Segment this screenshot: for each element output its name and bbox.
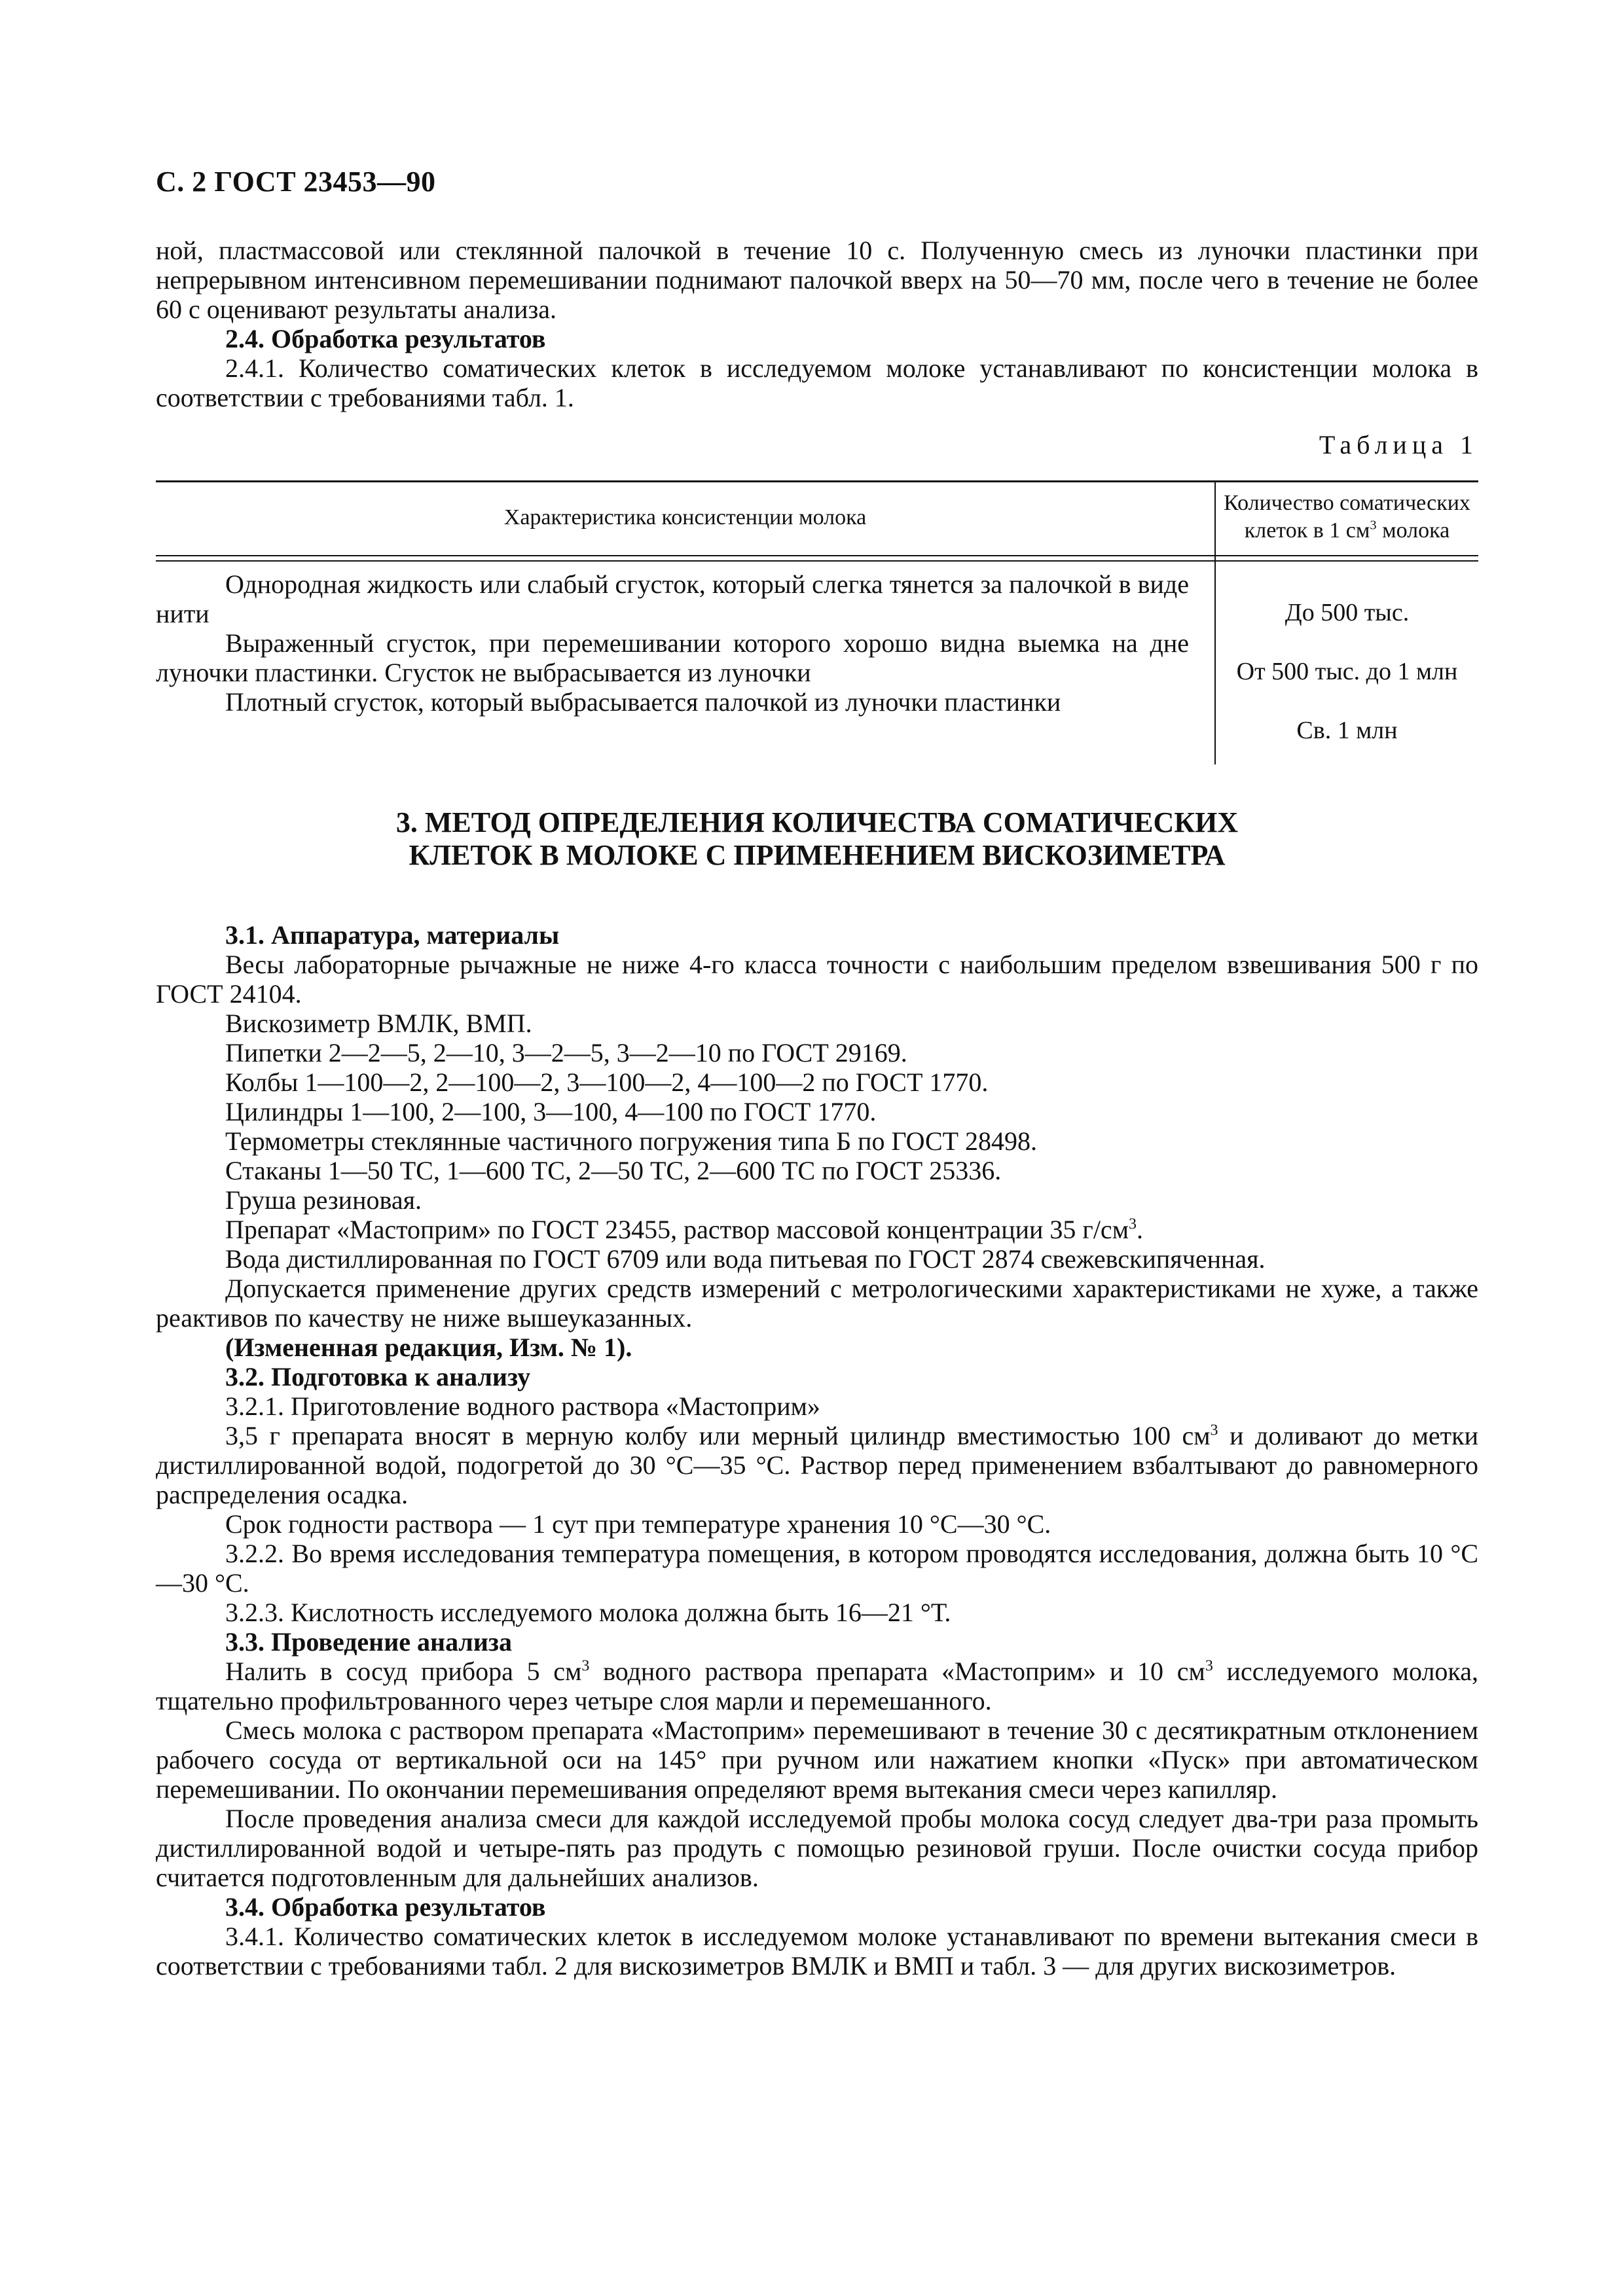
revision-note: (Измененная редакция, Изм. № 1). (225, 1333, 632, 1362)
mastoprim-item: Препарат «Мастоприм» по ГОСТ 23455, раствор массовой концентрации 35 $г/см^3$. (225, 1215, 1143, 1244)
shelf-life-paragraph: Срок годности раствора — 1 сут при температуре хранения 10 °С—30 °С. (225, 1509, 1051, 1539)
table-row-3-desc: Плотный сгусток, который выбрасывается палочкой из луночки пластинки (225, 687, 1061, 717)
table-header-count (1216, 490, 1478, 545)
mixing-paragraph: Смесь молока с раствором препарата «Мастоприм» перемешивают в течение 30 с десятикратным отклонением рабочего сосуда от вертикальной оси на 145° при ручном или нажатием кнопки «Пуск» при автоматическом перемешивании. По окончании перемешивания определяют время вытекания смеси через капилляр. (156, 1715, 1478, 1804)
table-header-count-line2: клеток в 1 $см^3$ молока (1244, 518, 1450, 543)
paragraph-3-2-2: 3.2.2. Во время исследования температура помещения, в котором проводятся исследования, должна быть 10 °С—30 °С. (156, 1539, 1478, 1598)
table-header-rule-2 (156, 560, 1478, 562)
table-top-rule (156, 480, 1478, 482)
table-row-1-desc: Однородная жидкость или слабый сгусток, который слегка тянется за палочкой в виде нити (156, 569, 1189, 628)
paragraph-3-2-3: 3.2.3. Кислотность исследуемого молока должна быть 16—21 °Т. (225, 1598, 951, 1627)
equipment-item: Колбы 1—100—2, 2—100—2, 3—100—2, 4—100—2 по ГОСТ 1770. (225, 1067, 989, 1097)
pour-paragraph: Налить в сосуд прибора 5 $см^3$ водного раствора препарата «Мастоприм» и 10 $см^3$ исследуемого молока, тщательно профильтрованного через четыре слоя марли и перемешанного. (156, 1657, 1479, 1715)
table-1 (156, 480, 1478, 764)
heading-3-1: 3.1. Аппаратура, материалы (225, 920, 560, 950)
table-row-2-value: От 500 тыс. до 1 млн (1236, 658, 1458, 685)
equipment-item: Пипетки 2—2—5, 2—10, 3—2—5, 3—2—10 по ГОСТ 29169. (225, 1038, 907, 1067)
allowed-paragraph: Допускается применение других средств измерений с метрологическими характеристиками не хуже, а также реактивов по качеству не ниже вышеуказанных. (156, 1274, 1478, 1333)
equipment-item: Термометры стеклянные частичного погружения типа Б по ГОСТ 28498. (225, 1126, 1038, 1156)
section-3-title-line2: КЛЕТОК В МОЛОКЕ С ПРИМЕНЕНИЕМ ВИСКОЗИМЕТРА (409, 839, 1226, 871)
heading-2-4: 2.4. Обработка результатов (225, 324, 546, 353)
water-item: Вода дистиллированная по ГОСТ 6709 или вода питьевая по ГОСТ 2874 свежевскипяченная. (225, 1244, 1266, 1274)
table-row-1-value: До 500 тыс. (1285, 599, 1410, 626)
table-descriptions (156, 569, 1189, 717)
section-3-body (156, 920, 1478, 1981)
heading-3-2: 3.2. Подготовка к анализу (225, 1362, 531, 1391)
table-header-count-line1: Количество соматических (1224, 491, 1470, 515)
paragraph-2-4-1: 2.4.1. Количество соматических клеток в исследуемом молоке устанавливают по консистенции молока в соответствии с требованиями табл. 1. (156, 353, 1478, 412)
continuation-paragraph: ной, пластмассовой или стеклянной палочкой в течение 10 с. Полученную смесь из луночки пластинки при непрерывном интенсивном перемешивании поднимают палочкой вверх на 50—70 мм, после чего в течение не более 60 с оценивают результаты анализа. (156, 236, 1478, 324)
equipment-item: Вискозиметр ВМЛК, ВМП. (225, 1009, 532, 1038)
section-3-title (156, 806, 1478, 872)
heading-3-3: 3.3. Проведение анализа (225, 1627, 512, 1657)
preparation-paragraph: 3,5 г препарата вносят в мерную колбу или мерный цилиндр вместимостью 100 $см^3$ и доливают до метки дистиллированной водой, подогретой до 30 °С—35 °С. Раствор перед применением взбалтывают до равномерного распределения осадка. (156, 1421, 1478, 1509)
table-row-2-desc: Выраженный сгусток, при перемешивании которого хорошо видна выемка на дне луночки пластинки. Сгусток не выбрасывается из луночки (156, 628, 1189, 687)
intro-block (156, 236, 1478, 412)
equipment-item: Весы лабораторные рычажные не ниже 4-го класса точности с наибольшим пределом взвешивания 500 г по ГОСТ 24104. (156, 950, 1478, 1009)
equipment-item: Груша резиновая. (225, 1185, 422, 1215)
equipment-item: Цилиндры 1—100, 2—100, 3—100, 4—100 по ГОСТ 1770. (225, 1097, 877, 1126)
table-row-3-value: Св. 1 млн (1296, 717, 1398, 744)
paragraph-3-4-1: 3.4.1. Количество соматических клеток в исследуемом молоке устанавливают по времени вытекания смеси в соответствии с требованиями табл. 2 для вискозиметров ВМЛК и ВМП и табл. 3 — для других вискозиметров. (156, 1922, 1478, 1981)
cleaning-paragraph: После проведения анализа смеси для каждой исследуемой пробы молока сосуд следует два-три раза промыть дистиллированной водой и четыре-пять раз продуть с помощью резиновой груши. После очистки сосуда прибор считается подготовленным для дальнейших анализов. (156, 1804, 1478, 1892)
equipment-item: Стаканы 1—50 ТС, 1—600 ТС, 2—50 ТС, 2—600 ТС по ГОСТ 25336. (225, 1156, 1002, 1185)
table-header-rule-1 (156, 555, 1478, 556)
heading-3-4: 3.4. Обработка результатов (225, 1892, 546, 1922)
page-header: С. 2 ГОСТ 23453—90 (156, 166, 436, 198)
table-header-consistency: Характеристика консистенции молока (503, 505, 867, 529)
paragraph-3-2-1: 3.2.1. Приготовление водного раствора «Мастоприм» (225, 1391, 820, 1421)
section-3-title-line1: 3. МЕТОД ОПРЕДЕЛЕНИЯ КОЛИЧЕСТВА СОМАТИЧЕСКИХ (395, 806, 1239, 838)
table-caption: Таблица 1 (1319, 430, 1478, 459)
